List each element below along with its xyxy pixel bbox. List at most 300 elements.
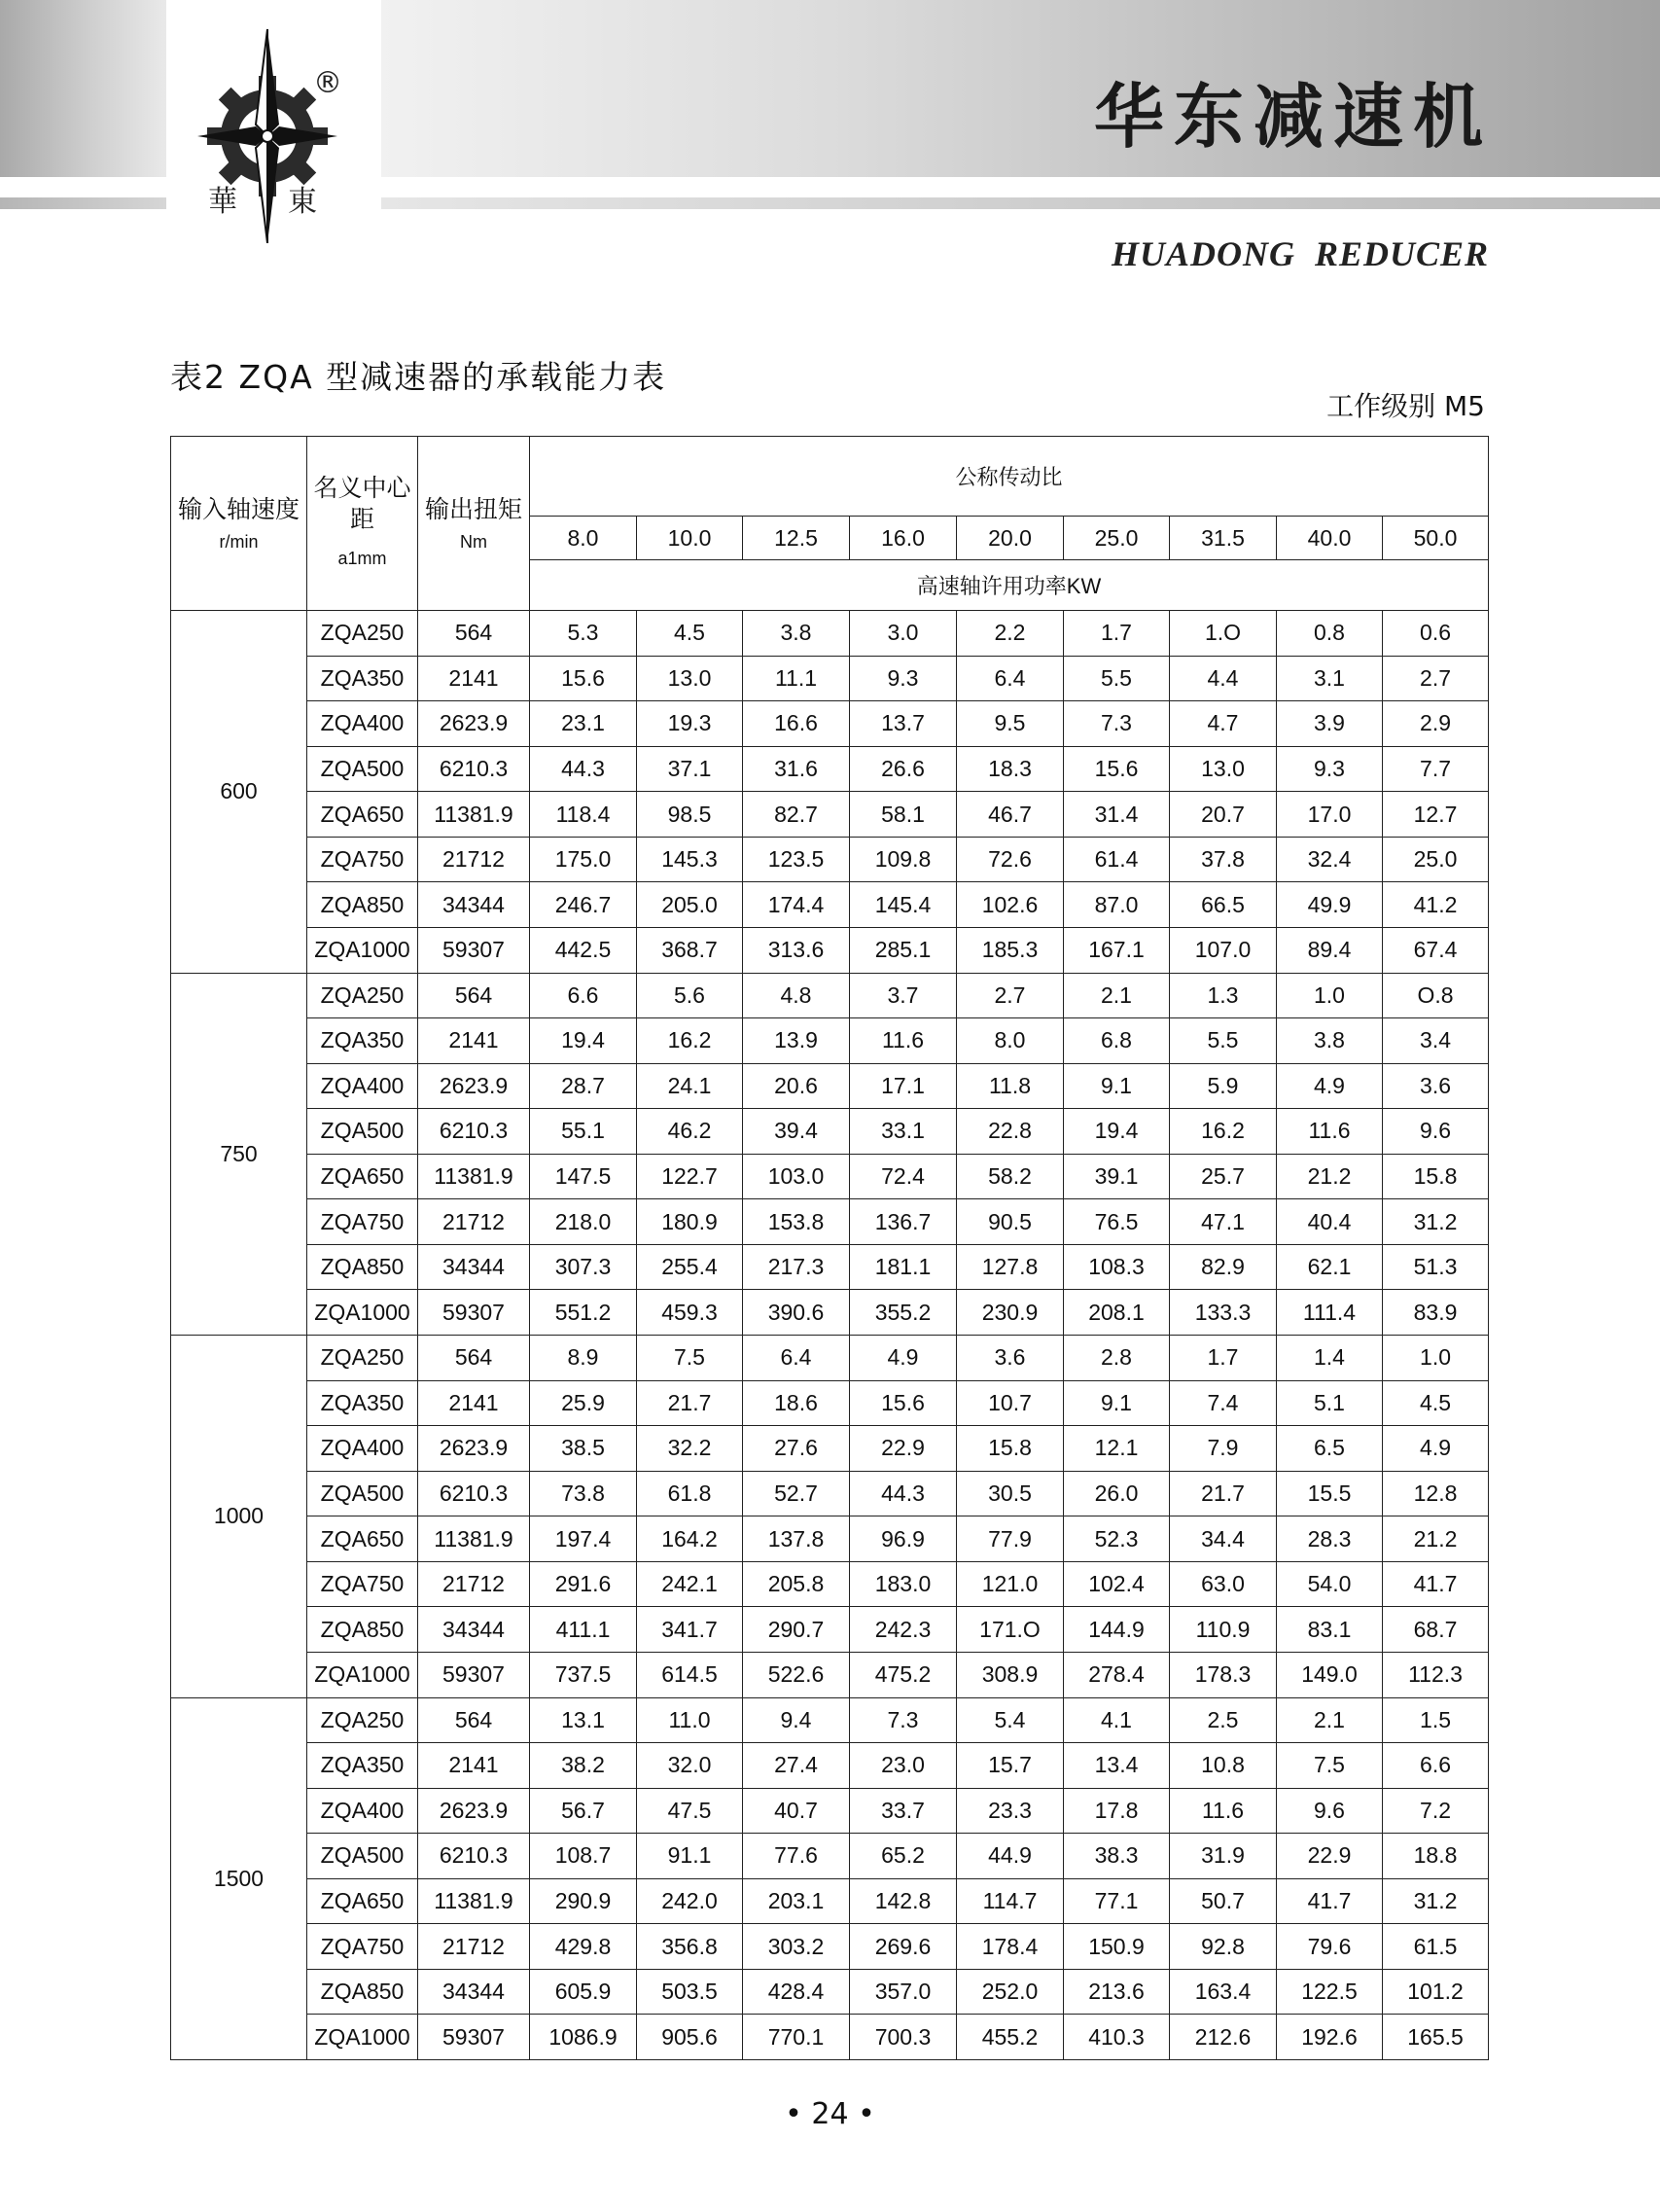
power-cell: 181.1	[850, 1244, 957, 1290]
power-cell: 242.1	[637, 1561, 743, 1607]
torque-cell: 34344	[418, 1244, 530, 1290]
power-cell: 183.0	[850, 1561, 957, 1607]
header-speed	[171, 437, 307, 611]
speed-cell: 1000	[171, 1336, 307, 1698]
power-cell: 410.3	[1064, 2015, 1170, 2060]
model-cell: ZQA850	[307, 882, 418, 928]
torque-cell: 34344	[418, 1607, 530, 1653]
power-cell: 2.8	[1064, 1336, 1170, 1381]
power-cell: 11.6	[850, 1018, 957, 1064]
power-cell: 212.6	[1170, 2015, 1277, 2060]
power-cell: 455.2	[957, 2015, 1064, 2060]
torque-cell: 6210.3	[418, 1471, 530, 1516]
table-row	[171, 656, 1489, 701]
power-cell: 118.4	[530, 792, 637, 838]
ratio-header-cell: 20.0	[957, 517, 1064, 560]
power-cell: 5.4	[957, 1697, 1064, 1743]
power-cell: 23.3	[957, 1788, 1064, 1834]
power-cell: 3.6	[957, 1336, 1064, 1381]
power-cell: 112.3	[1383, 1652, 1489, 1697]
power-cell: 3.7	[850, 973, 957, 1018]
power-cell: 17.1	[850, 1063, 957, 1109]
power-cell: 6.6	[530, 973, 637, 1018]
power-cell: 356.8	[637, 1924, 743, 1970]
table-row	[171, 1834, 1489, 1879]
power-cell: 0.6	[1383, 611, 1489, 657]
power-cell: 178.3	[1170, 1652, 1277, 1697]
power-cell: 11.0	[637, 1697, 743, 1743]
power-cell: 9.6	[1383, 1109, 1489, 1155]
power-cell: 82.9	[1170, 1244, 1277, 1290]
power-cell: 15.5	[1277, 1471, 1383, 1516]
table-row	[171, 1244, 1489, 1290]
ratio-header-cell: 50.0	[1383, 517, 1489, 560]
power-cell: 6.4	[957, 656, 1064, 701]
header-center-unit: a1mm	[337, 549, 387, 568]
power-cell: 459.3	[637, 1290, 743, 1336]
power-cell: 11.6	[1170, 1788, 1277, 1834]
power-cell: 278.4	[1064, 1652, 1170, 1697]
model-cell: ZQA1000	[307, 2015, 418, 2060]
power-cell: 91.1	[637, 1834, 743, 1879]
power-cell: 192.6	[1277, 2015, 1383, 2060]
power-cell: 122.5	[1277, 1969, 1383, 2015]
power-cell: 21.7	[637, 1380, 743, 1426]
power-cell: 15.6	[530, 656, 637, 701]
power-cell: 11.6	[1277, 1109, 1383, 1155]
torque-cell: 564	[418, 611, 530, 657]
power-cell: 41.7	[1277, 1878, 1383, 1924]
power-cell: 12.7	[1383, 792, 1489, 838]
power-cell: 522.6	[743, 1652, 850, 1697]
power-cell: 307.3	[530, 1244, 637, 1290]
power-cell: 213.6	[1064, 1969, 1170, 2015]
power-cell: 4.8	[743, 973, 850, 1018]
power-cell: 108.7	[530, 1834, 637, 1879]
power-cell: 475.2	[850, 1652, 957, 1697]
power-cell: 21.7	[1170, 1471, 1277, 1516]
power-cell: 82.7	[743, 792, 850, 838]
power-cell: 33.1	[850, 1109, 957, 1155]
table-row	[171, 882, 1489, 928]
power-cell: 22.9	[1277, 1834, 1383, 1879]
power-cell: 1.7	[1064, 611, 1170, 657]
table-row	[171, 1607, 1489, 1653]
power-cell: 62.1	[1277, 1244, 1383, 1290]
power-cell: 72.4	[850, 1154, 957, 1199]
torque-cell: 2623.9	[418, 1063, 530, 1109]
power-cell: 2.5	[1170, 1697, 1277, 1743]
power-cell: 23.1	[530, 701, 637, 747]
ratio-header-cell: 25.0	[1064, 517, 1170, 560]
logo-char-dong: 東	[288, 185, 317, 219]
power-cell: 1.0	[1383, 1336, 1489, 1381]
power-cell: 63.0	[1170, 1561, 1277, 1607]
power-cell: 7.3	[850, 1697, 957, 1743]
header-torque-unit: Nm	[460, 531, 487, 552]
table-row	[171, 1878, 1489, 1924]
power-cell: 31.6	[743, 746, 850, 792]
work-class-label: 工作级别 M5	[1326, 390, 1485, 422]
power-cell: 72.6	[957, 837, 1064, 882]
torque-cell: 11381.9	[418, 792, 530, 838]
power-cell: 18.3	[957, 746, 1064, 792]
power-cell: 208.1	[1064, 1290, 1170, 1336]
table-row	[171, 1290, 1489, 1336]
power-cell: 41.2	[1383, 882, 1489, 928]
power-cell: 9.5	[957, 701, 1064, 747]
model-cell: ZQA500	[307, 1834, 418, 1879]
power-cell: 21.2	[1277, 1154, 1383, 1199]
power-cell: 13.1	[530, 1697, 637, 1743]
power-cell: 163.4	[1170, 1969, 1277, 2015]
power-cell: 2.1	[1064, 973, 1170, 1018]
power-cell: 6.5	[1277, 1426, 1383, 1472]
power-cell: 102.4	[1064, 1561, 1170, 1607]
model-cell: ZQA250	[307, 1336, 418, 1381]
power-cell: 27.6	[743, 1426, 850, 1472]
power-cell: 197.4	[530, 1516, 637, 1562]
power-cell: 341.7	[637, 1607, 743, 1653]
header-banner-left	[0, 0, 166, 177]
power-cell: 127.8	[957, 1244, 1064, 1290]
torque-cell: 2623.9	[418, 1788, 530, 1834]
header-torque-label: 输出扭矩	[424, 495, 522, 523]
ratio-header-cell: 12.5	[743, 517, 850, 560]
torque-cell: 2141	[418, 1743, 530, 1789]
torque-cell: 21712	[418, 1924, 530, 1970]
power-cell: 38.2	[530, 1743, 637, 1789]
power-cell: 255.4	[637, 1244, 743, 1290]
model-cell: ZQA1000	[307, 927, 418, 973]
power-cell: 47.1	[1170, 1199, 1277, 1245]
power-cell: 4.4	[1170, 656, 1277, 701]
power-cell: 52.7	[743, 1471, 850, 1516]
speed-cell: 600	[171, 611, 307, 974]
model-cell: ZQA400	[307, 1426, 418, 1472]
power-cell: 19.3	[637, 701, 743, 747]
power-cell: 6.6	[1383, 1743, 1489, 1789]
power-cell: 1.0	[1277, 973, 1383, 1018]
power-cell: 12.1	[1064, 1426, 1170, 1472]
torque-cell: 34344	[418, 882, 530, 928]
power-cell: 4.5	[1383, 1380, 1489, 1426]
power-cell: 164.2	[637, 1516, 743, 1562]
power-cell: 16.2	[637, 1018, 743, 1064]
power-cell: 144.9	[1064, 1607, 1170, 1653]
model-cell: ZQA400	[307, 1788, 418, 1834]
power-cell: 110.9	[1170, 1607, 1277, 1653]
power-cell: 49.9	[1277, 882, 1383, 928]
power-cell: 11.1	[743, 656, 850, 701]
power-cell: 230.9	[957, 1290, 1064, 1336]
power-cell: 50.7	[1170, 1878, 1277, 1924]
ratio-header-cell: 31.5	[1170, 517, 1277, 560]
power-cell: 103.0	[743, 1154, 850, 1199]
logo-char-hua: 華	[208, 185, 237, 219]
power-cell: 33.7	[850, 1788, 957, 1834]
power-cell: 2.7	[957, 973, 1064, 1018]
power-cell: 41.7	[1383, 1561, 1489, 1607]
power-cell: 38.3	[1064, 1834, 1170, 1879]
power-cell: 2.2	[957, 611, 1064, 657]
power-cell: 442.5	[530, 927, 637, 973]
power-cell: 2.9	[1383, 701, 1489, 747]
power-cell: 3.9	[1277, 701, 1383, 747]
power-cell: 15.8	[1383, 1154, 1489, 1199]
model-cell: ZQA850	[307, 1607, 418, 1653]
model-cell: ZQA500	[307, 1471, 418, 1516]
torque-cell: 21712	[418, 837, 530, 882]
power-cell: 30.5	[957, 1471, 1064, 1516]
table-row	[171, 1969, 1489, 2015]
power-cell: 109.8	[850, 837, 957, 882]
power-cell: 185.3	[957, 927, 1064, 973]
power-cell: 1.3	[1170, 973, 1277, 1018]
power-cell: 61.5	[1383, 1924, 1489, 1970]
power-cell: 5.5	[1064, 656, 1170, 701]
power-cell: 290.9	[530, 1878, 637, 1924]
power-cell: 25.0	[1383, 837, 1489, 882]
table-row	[171, 1516, 1489, 1562]
power-cell: 1.7	[1170, 1336, 1277, 1381]
power-cell: 5.9	[1170, 1063, 1277, 1109]
power-cell: 308.9	[957, 1652, 1064, 1697]
model-cell: ZQA750	[307, 837, 418, 882]
power-cell: 9.1	[1064, 1380, 1170, 1426]
power-cell: 150.9	[1064, 1924, 1170, 1970]
power-cell: 12.8	[1383, 1471, 1489, 1516]
power-cell: 503.5	[637, 1969, 743, 2015]
power-cell: 217.3	[743, 1244, 850, 1290]
power-cell: 7.2	[1383, 1788, 1489, 1834]
torque-cell: 21712	[418, 1561, 530, 1607]
table-row	[171, 927, 1489, 973]
power-cell: 905.6	[637, 2015, 743, 2060]
power-cell: 3.1	[1277, 656, 1383, 701]
power-cell: 87.0	[1064, 882, 1170, 928]
power-cell: 3.4	[1383, 1018, 1489, 1064]
torque-cell: 6210.3	[418, 1834, 530, 1879]
model-cell: ZQA350	[307, 1380, 418, 1426]
power-cell: 7.9	[1170, 1426, 1277, 1472]
model-cell: ZQA500	[307, 1109, 418, 1155]
table-row	[171, 1471, 1489, 1516]
model-cell: ZQA750	[307, 1199, 418, 1245]
power-cell: 39.1	[1064, 1154, 1170, 1199]
table-row	[171, 1154, 1489, 1199]
power-cell: 51.3	[1383, 1244, 1489, 1290]
model-cell: ZQA250	[307, 611, 418, 657]
power-cell: 3.6	[1383, 1063, 1489, 1109]
table-row	[171, 973, 1489, 1018]
power-cell: 28.7	[530, 1063, 637, 1109]
torque-cell: 59307	[418, 1290, 530, 1336]
table-row	[171, 1561, 1489, 1607]
power-cell: 39.4	[743, 1109, 850, 1155]
power-cell: 136.7	[850, 1199, 957, 1245]
power-cell: 218.0	[530, 1199, 637, 1245]
power-cell: 205.0	[637, 882, 743, 928]
power-cell: 68.7	[1383, 1607, 1489, 1653]
table-row	[171, 792, 1489, 838]
model-cell: ZQA350	[307, 656, 418, 701]
power-cell: 108.3	[1064, 1244, 1170, 1290]
power-cell: 203.1	[743, 1878, 850, 1924]
power-cell: 4.9	[1383, 1426, 1489, 1472]
table-row	[171, 1109, 1489, 1155]
power-cell: 65.2	[850, 1834, 957, 1879]
power-cell: 19.4	[530, 1018, 637, 1064]
power-cell: 16.6	[743, 701, 850, 747]
torque-cell: 564	[418, 973, 530, 1018]
power-cell: 17.8	[1064, 1788, 1170, 1834]
power-cell: 9.3	[850, 656, 957, 701]
power-cell: 107.0	[1170, 927, 1277, 973]
power-cell: 58.1	[850, 792, 957, 838]
table-row	[171, 701, 1489, 747]
header-power-group: 高速轴许用功率KW	[530, 560, 1489, 611]
torque-cell: 6210.3	[418, 1109, 530, 1155]
power-cell: 355.2	[850, 1290, 957, 1336]
power-cell: 290.7	[743, 1607, 850, 1653]
model-cell: ZQA650	[307, 1154, 418, 1199]
table-body	[171, 611, 1489, 2060]
model-cell: ZQA650	[307, 792, 418, 838]
power-cell: 15.7	[957, 1743, 1064, 1789]
power-cell: 96.9	[850, 1516, 957, 1562]
page-number: • 24 •	[785, 2097, 875, 2131]
power-cell: 28.3	[1277, 1516, 1383, 1562]
power-cell: 83.9	[1383, 1290, 1489, 1336]
table-row	[171, 1018, 1489, 1064]
power-cell: 1.4	[1277, 1336, 1383, 1381]
header-stripe-left	[0, 197, 166, 209]
power-cell: 605.9	[530, 1969, 637, 2015]
power-cell: 9.6	[1277, 1788, 1383, 1834]
model-cell: ZQA400	[307, 701, 418, 747]
power-cell: O.8	[1383, 973, 1489, 1018]
power-cell: 174.4	[743, 882, 850, 928]
power-cell: 25.9	[530, 1380, 637, 1426]
power-cell: 737.5	[530, 1652, 637, 1697]
model-cell: ZQA650	[307, 1878, 418, 1924]
header-stripe-right	[381, 197, 1660, 209]
table-row	[171, 1426, 1489, 1472]
model-cell: ZQA750	[307, 1561, 418, 1607]
power-cell: 145.3	[637, 837, 743, 882]
power-cell: 44.9	[957, 1834, 1064, 1879]
power-cell: 3.8	[1277, 1018, 1383, 1064]
load-capacity-table	[170, 436, 1489, 2060]
power-cell: 142.8	[850, 1878, 957, 1924]
torque-cell: 2141	[418, 1018, 530, 1064]
power-cell: 25.7	[1170, 1154, 1277, 1199]
header-torque	[418, 437, 530, 611]
power-cell: 37.1	[637, 746, 743, 792]
header-speed-label: 输入轴速度	[177, 495, 300, 523]
power-cell: 428.4	[743, 1969, 850, 2015]
power-cell: 246.7	[530, 882, 637, 928]
power-cell: 40.7	[743, 1788, 850, 1834]
model-cell: ZQA400	[307, 1063, 418, 1109]
table-row	[171, 746, 1489, 792]
brand-name-cn: 华东减速机	[1093, 75, 1493, 158]
table-row	[171, 1743, 1489, 1789]
power-cell: 13.4	[1064, 1743, 1170, 1789]
power-cell: 149.0	[1277, 1652, 1383, 1697]
speed-cell: 1500	[171, 1697, 307, 2060]
table-row	[171, 1336, 1489, 1381]
power-cell: 8.9	[530, 1336, 637, 1381]
power-cell: 147.5	[530, 1154, 637, 1199]
power-cell: 22.9	[850, 1426, 957, 1472]
power-cell: 242.0	[637, 1878, 743, 1924]
power-cell: 77.6	[743, 1834, 850, 1879]
power-cell: 32.0	[637, 1743, 743, 1789]
model-cell: ZQA1000	[307, 1290, 418, 1336]
model-cell: ZQA750	[307, 1924, 418, 1970]
power-cell: 34.4	[1170, 1516, 1277, 1562]
power-cell: 7.3	[1064, 701, 1170, 747]
power-cell: 291.6	[530, 1561, 637, 1607]
header-center-label: 名义中心距	[313, 475, 411, 533]
torque-cell: 59307	[418, 927, 530, 973]
power-cell: 1.5	[1383, 1697, 1489, 1743]
table-row	[171, 1380, 1489, 1426]
power-cell: 10.8	[1170, 1743, 1277, 1789]
power-cell: 7.5	[637, 1336, 743, 1381]
power-cell: 26.6	[850, 746, 957, 792]
power-cell: 429.8	[530, 1924, 637, 1970]
power-cell: 0.8	[1277, 611, 1383, 657]
power-cell: 123.5	[743, 837, 850, 882]
power-cell: 20.7	[1170, 792, 1277, 838]
table-row	[171, 2015, 1489, 2060]
power-cell: 55.1	[530, 1109, 637, 1155]
power-cell: 24.1	[637, 1063, 743, 1109]
header-ratio-group: 公称传动比	[530, 437, 1489, 517]
table-row	[171, 1697, 1489, 1743]
power-cell: 133.3	[1170, 1290, 1277, 1336]
power-cell: 61.4	[1064, 837, 1170, 882]
ratio-header-cell: 16.0	[850, 517, 957, 560]
power-cell: 101.2	[1383, 1969, 1489, 2015]
power-cell: 145.4	[850, 882, 957, 928]
power-cell: 102.6	[957, 882, 1064, 928]
model-cell: ZQA500	[307, 746, 418, 792]
power-cell: 153.8	[743, 1199, 850, 1245]
header-center-distance	[307, 437, 418, 611]
power-cell: 32.2	[637, 1426, 743, 1472]
model-cell: ZQA250	[307, 973, 418, 1018]
power-cell: 15.6	[1064, 746, 1170, 792]
power-cell: 31.2	[1383, 1199, 1489, 1245]
torque-cell: 2141	[418, 656, 530, 701]
power-cell: 27.4	[743, 1743, 850, 1789]
torque-cell: 34344	[418, 1969, 530, 2015]
power-cell: 1086.9	[530, 2015, 637, 2060]
power-cell: 58.2	[957, 1154, 1064, 1199]
power-cell: 17.0	[1277, 792, 1383, 838]
power-cell: 4.9	[850, 1336, 957, 1381]
table-row	[171, 837, 1489, 882]
table-row	[171, 611, 1489, 657]
power-cell: 40.4	[1277, 1199, 1383, 1245]
power-cell: 614.5	[637, 1652, 743, 1697]
torque-cell: 2623.9	[418, 1426, 530, 1472]
torque-cell: 11381.9	[418, 1516, 530, 1562]
